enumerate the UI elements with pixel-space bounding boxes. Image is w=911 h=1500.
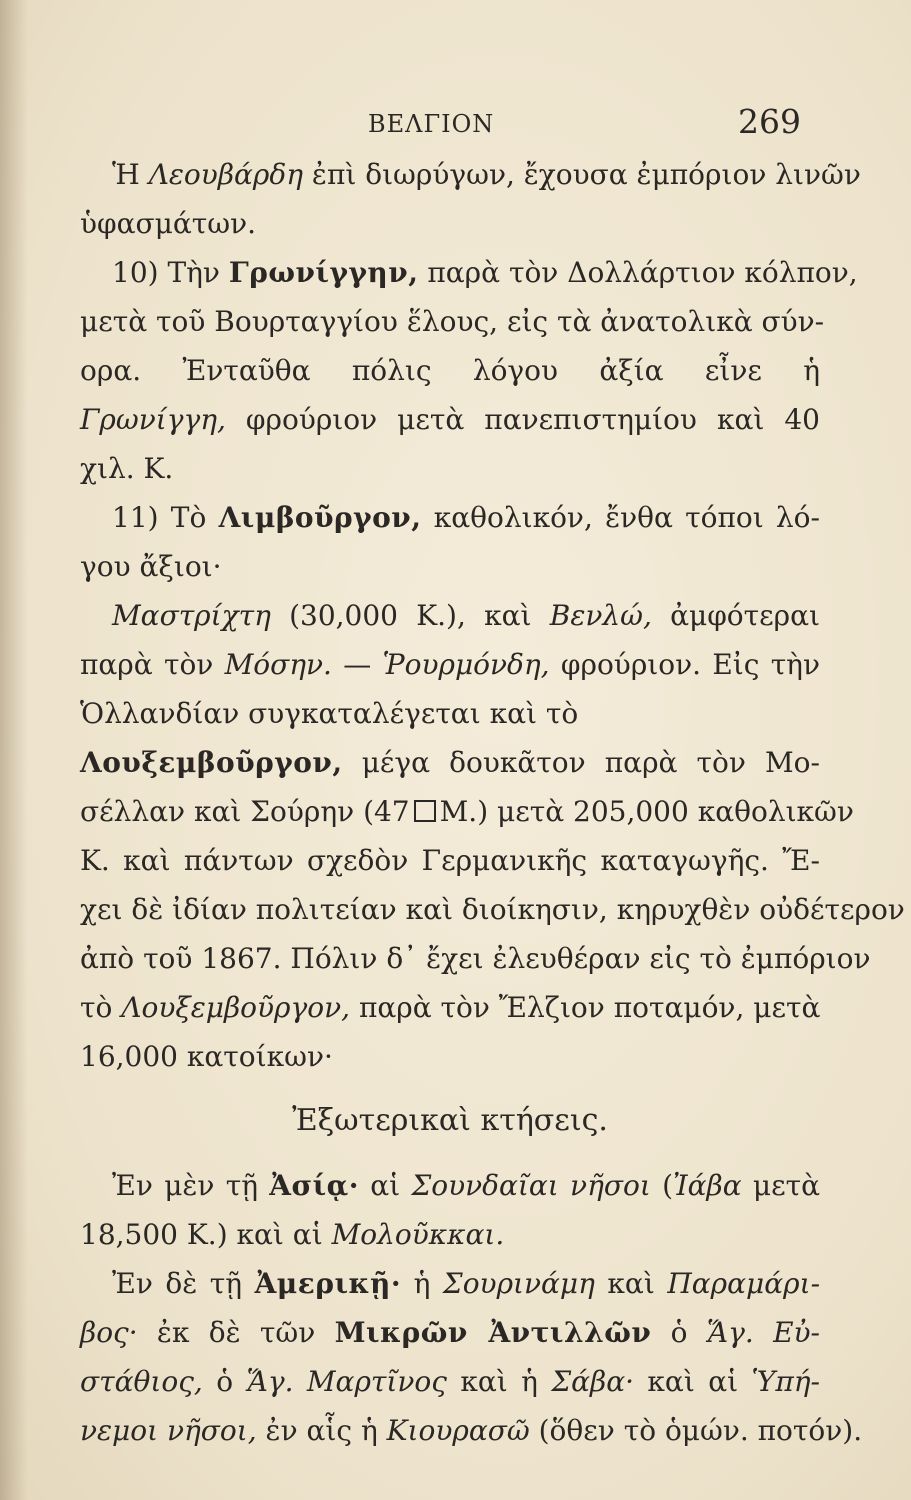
text-line: χει δὲ ἰδίαν πολιτείαν καὶ διοίκησιν, κηρυχθὲν οὐδέτερον [80, 893, 905, 926]
page-header [0, 102, 911, 142]
text-line: 18,500 Κ.) καὶ αἱ Μολοῦκκαι. [80, 1218, 505, 1251]
text-line: χιλ. Κ. [80, 452, 174, 485]
text-line: ἀπὸ τοῦ 1867. Πόλιν δ᾽ ἔχει ἐλευθέραν εἰς τὸ ἐμπόριον [80, 942, 871, 975]
section-heading: Ἐξωτερικαὶ κτήσεις. [292, 1103, 608, 1138]
text-line: Ἐν μὲν τῇ Ἀσίᾳ· αἱ Σουνδαῖαι νῆσοι (Ἰάβα μετὰ [112, 1169, 820, 1202]
text-line: ὑφασμάτων. [80, 207, 256, 240]
body-text [80, 150, 905, 1455]
text-line: 16,000 κατοίκων· [80, 1040, 333, 1073]
text-line: 10) Τὴν Γρωνίγγην, παρὰ τὸν Δολλάρτιον κόλπον, [112, 256, 858, 289]
text-line: 11) Τὸ Λιμβοῦργον, καθολικόν, ἔνθα τόποι λό- [112, 501, 820, 534]
text-line: γου ἄξιοι· [80, 550, 222, 583]
text-line: ορα. Ἐνταῦθα πόλις λόγου ἀξία εἶνε ἡ [80, 354, 820, 387]
text-line: νεμοι νῆσοι, ἐν αἷς ἡ Κιουρασῶ (ὅθεν τὸ ὁμών. ποτόν). [80, 1414, 863, 1447]
text-line: τὸ Λουξεμβοῦργον, παρὰ τὸν Ἔλζιον ποταμόν, μετὰ [80, 991, 821, 1024]
text-line: Λουξεμβοῦργον, μέγα δουκᾶτον παρὰ τὸν Μο- [80, 746, 820, 779]
gutter-shadow [0, 0, 28, 1500]
text-line: Ἐν δὲ τῇ Ἀμερικῇ· ἡ Σουρινάμη καὶ Παραμάρι- [112, 1267, 821, 1300]
text-line: Κ. καὶ πάντων σχεδὸν Γερμανικῆς καταγωγῆς. Ἔ- [80, 844, 820, 877]
text-line: παρὰ τὸν Μόσην. — Ῥουρμόνδη, φρούριον. Εἰς τὴν [80, 648, 820, 681]
text-line: Ἡ Λεουβάρδη ἐπὶ διωρύγων, ἔχουσα ἐμπόριον λινῶν [112, 158, 861, 191]
square-symbol-icon [414, 800, 436, 822]
text-line: Γρωνίγγη, φρούριον μετὰ πανεπιστημίου καὶ 40 [80, 403, 820, 436]
text-line: μετὰ τοῦ Βουρταγγίου ἕλους, εἰς τὰ ἀνατολικὰ σύν- [80, 305, 825, 338]
text-line: Μαστρίχτη (30,000 Κ.), καὶ Βενλώ, ἀμφότεραι [112, 599, 821, 632]
running-title: ΒΕΛΓΙΟΝ [368, 110, 495, 138]
page-number: 269 [738, 102, 801, 141]
text-line: βος· ἐκ δὲ τῶν Μικρῶν Ἀντιλλῶν ὁ Ἅγ. Εὐ- [80, 1316, 820, 1349]
text-line: σέλλαν καὶ Σούρην (47 Μ.) μετὰ 205,000 καθολικῶν [80, 795, 854, 828]
text-line: Ὁλλανδίαν συγκαταλέγεται καὶ τὸ [80, 697, 579, 730]
text-line: στάθιος, ὁ Ἅγ. Μαρτῖνος καὶ ἡ Σάβα· καὶ αἱ Ὑπή- [80, 1365, 820, 1398]
